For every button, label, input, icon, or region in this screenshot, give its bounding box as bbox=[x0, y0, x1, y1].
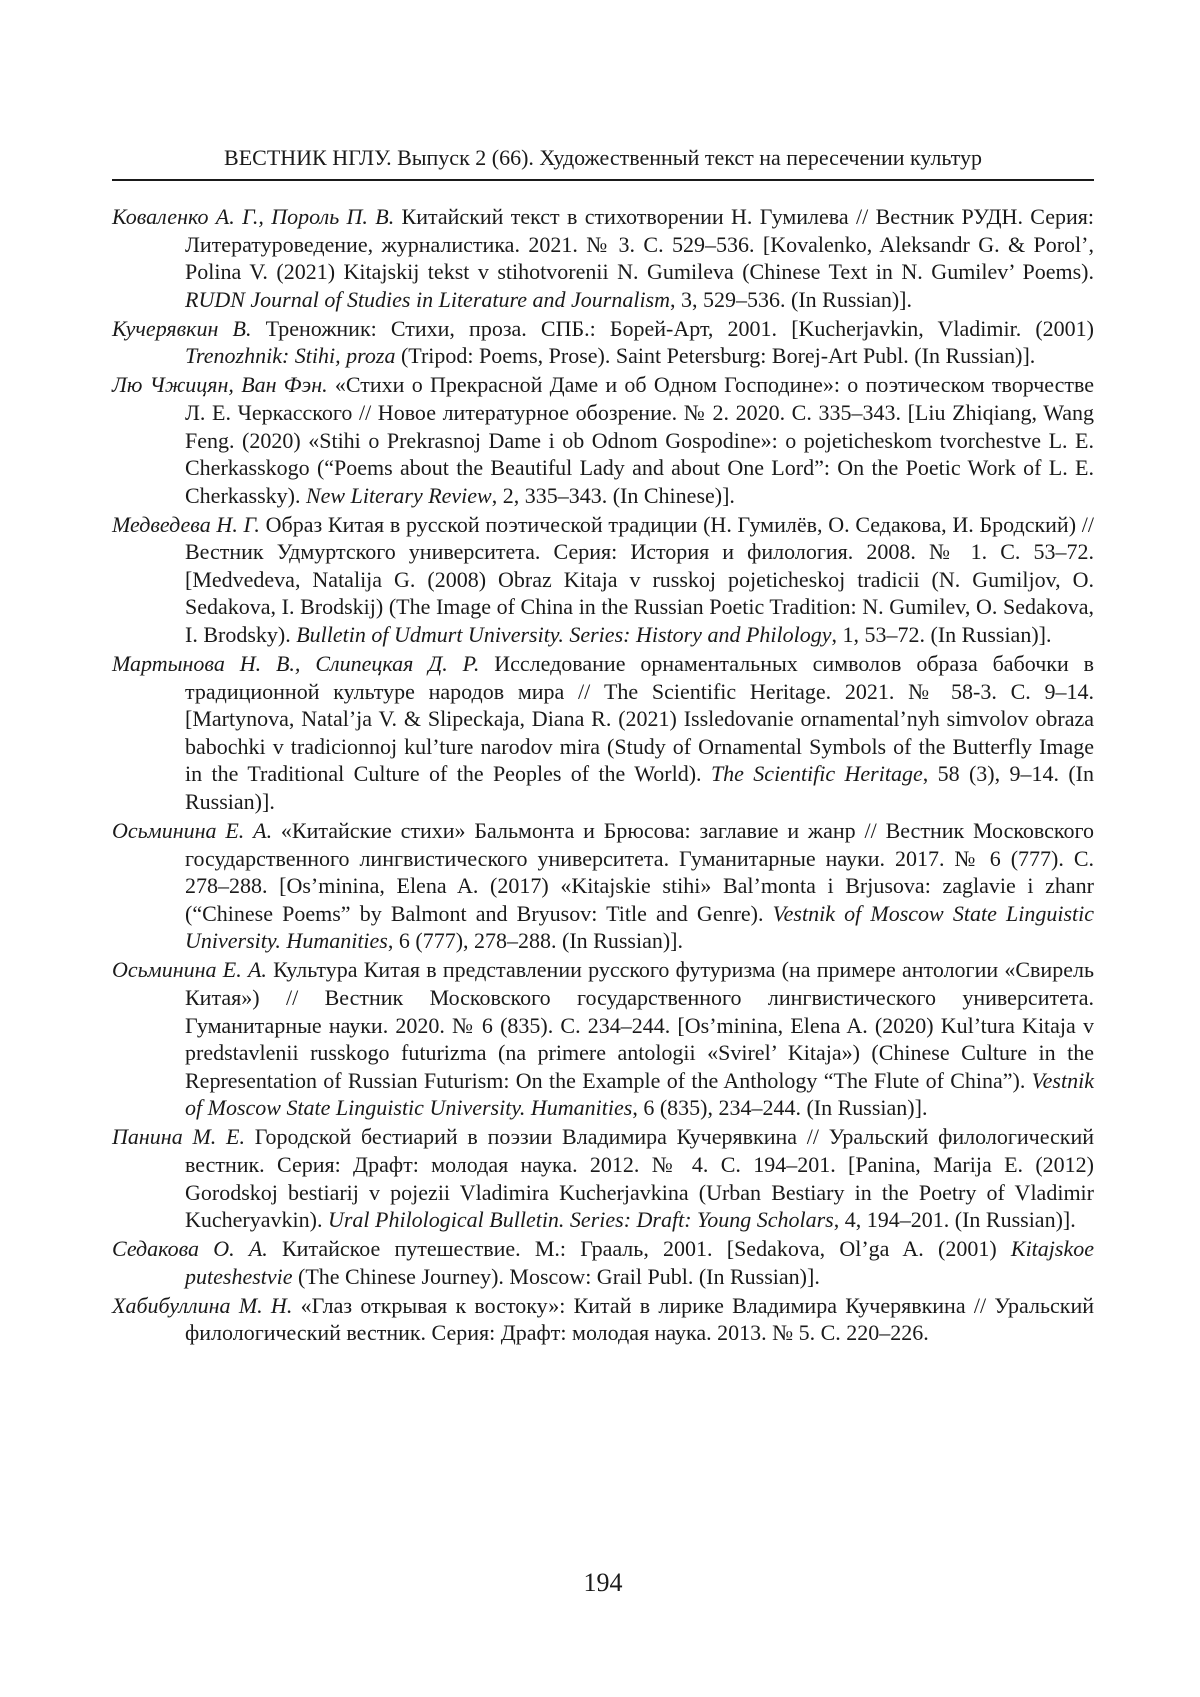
reference-source: Vestnik of Moscow State Linguistic University. Humanities bbox=[185, 900, 1094, 954]
reference-author: Медведева Н. Г. bbox=[112, 511, 260, 537]
reference-source: Kitajskoe puteshestvie bbox=[185, 1236, 1094, 1289]
reference-author: Осьминина Е. А. bbox=[112, 957, 267, 983]
reference-tail: , 3, 529–536. (In Russian)]. bbox=[670, 286, 912, 312]
reference-source: Trenozhnik: Stihi, proza bbox=[185, 343, 396, 369]
reference-source: Bulletin of Udmurt University. Series: History and Philology bbox=[296, 622, 832, 648]
reference-text: Исследование орнаментальных символов образа бабочки в традиционной культуре народов мира // The Scientific Heritage. 2021. № 58-3. С. 9–14. [Martynova, Natal’ja V. & Slipeckaja, Diana R. (2021) Issledovanie ornamental’nyh simvolov obraza babochki v tradicionnoj kul’ture narodov mira (Study of Ornamental Symbols of the Butterfly Image in the Traditional Culture of the Peoples of the World). bbox=[185, 651, 1095, 787]
reference-item bbox=[112, 203, 1094, 313]
header-rule bbox=[112, 179, 1094, 181]
running-header: ВЕСТНИК НГЛУ. Выпуск 2 (66). Художественный текст на пересечении культур bbox=[224, 145, 982, 170]
reference-item bbox=[112, 817, 1094, 955]
reference-text: Треножник: Стихи, проза. СПБ.: Борей-Арт, 2001. [Kucherjavkin, Vladimir. (2001) bbox=[251, 315, 1094, 341]
reference-item bbox=[112, 1123, 1094, 1233]
reference-source: Ural Philological Bulletin. Series: Draft: Young Scholars bbox=[327, 1207, 834, 1233]
reference-item bbox=[112, 650, 1094, 816]
reference-item bbox=[112, 1292, 1094, 1347]
reference-item bbox=[112, 1235, 1094, 1290]
reference-list bbox=[112, 203, 1094, 1348]
reference-item bbox=[112, 315, 1094, 370]
reference-tail: , 6 (777), 278–288. (In Russian)]. bbox=[387, 928, 684, 954]
reference-tail: , 2, 335–343. (In Chinese)]. bbox=[491, 482, 735, 508]
reference-tail: , 1, 53–72. (In Russian)]. bbox=[831, 622, 1052, 648]
reference-item bbox=[112, 511, 1094, 649]
reference-author: Кучерявкин В. bbox=[112, 315, 252, 341]
reference-text: Культура Китая в представлении русского футуризма (на примере антологии «Свирель Китая») // Вестник Московского государственного лингвистического университета. Гуманитарные науки. 2020. № 6 (835). С. 234–244. [Os’minina, Elena A. (2020) Kul’tura Kitaja v predstavlenii russkogo futurizma (na primere antologii «Svirel’ Kitaja») (Chinese Culture in the Representation of Russian Futurism: On the Example of the Anthology “The Flute of China”). bbox=[185, 957, 1094, 1093]
reference-text: Китайское путешествие. М.: Грааль, 2001. [Sedakova, Ol’ga A. (2001) bbox=[267, 1236, 1011, 1262]
reference-text: Китайский текст в стихотворении Н. Гумилева // Вестник РУДН. Серия: Литературоведение, журналистика. 2021. № 3. С. 529–536. [Kovalenko, Aleksandr G. & Porol’, Polina V. (2021) Kitajskij tekst v stihotvorenii N. Gumileva (Chinese Text in N. Gumilev’ Poems). bbox=[185, 204, 1094, 285]
reference-author: Лю Чжицян, Ван Фэн. bbox=[112, 372, 328, 398]
page-number: 194 bbox=[583, 1568, 623, 1597]
reference-tail: , 4, 194–201. (In Russian)]. bbox=[833, 1207, 1076, 1233]
reference-text: Образ Китая в русской поэтической традиции (Н. Гумилёв, О. Седакова, И. Бродский) // Вестник Удмуртского университета. Серия: История и филология. 2008. № 1. С. 53–72. [Medvedeva, Natalija G. (2008) Obraz Kitaja v russkoj pojeticheskoj tradicii (N. Gumiljov, O. Sedakova, I. Brodskij) (The Image of China in the Russian Poetic Tradition: N. Gumilev, O. Sedakova, I. Brodsky). bbox=[185, 511, 1094, 648]
reference-author: Осьминина Е. А. bbox=[112, 818, 273, 844]
reference-tail: (Tripod: Poems, Prose). Saint Petersburg: Borej-Art Publ. (In Russian)]. bbox=[395, 343, 1036, 369]
reference-author: Коваленко А. Г., Пороль П. В. bbox=[112, 204, 395, 229]
reference-tail: (The Chinese Journey). Moscow: Grail Publ. (In Russian)]. bbox=[292, 1263, 820, 1289]
reference-tail: , 58 (3), 9–14. (In Russian)]. bbox=[185, 761, 1095, 815]
reference-item bbox=[112, 371, 1094, 509]
reference-author: Панина М. Е. bbox=[112, 1124, 246, 1150]
reference-author: Мартынова Н. В., Слипецкая Д. Р. bbox=[112, 651, 480, 677]
reference-text: «Глаз открывая к востоку»: Китай в лирике Владимира Кучерявкина // Уральский филологический вестник. Серия: Драфт: молодая наука. 2013. № 5. С. 220–226. bbox=[185, 1292, 1094, 1346]
reference-source: The Scientific Heritage bbox=[710, 761, 923, 787]
reference-text: «Стихи о Прекрасной Даме и об Одном Господине»: о поэтическом творчестве Л. Е. Черкасского // Новое литературное обозрение. № 2. 2020. С. 335–343. [Liu Zhiqiang, Wang Feng. (2020) «Stihi o Prekrasnoj Dame i ob Odnom Gospodine»: o pojeticheskom tvorchestve L. E. Cherkasskogo (“Poems about the Beautiful Lady and about One Lord”: On the Poetic Work of L. E. Cherkassky). bbox=[185, 372, 1094, 508]
reference-author: Седакова О. А. bbox=[112, 1236, 268, 1262]
reference-tail: , 6 (835), 234–244. (In Russian)]. bbox=[632, 1095, 928, 1121]
reference-source: New Literary Review bbox=[305, 482, 492, 508]
reference-item bbox=[112, 956, 1094, 1122]
reference-source: RUDN Journal of Studies in Literature and Journalism bbox=[185, 286, 671, 312]
reference-text: «Китайские стихи» Бальмонта и Брюсова: заглавие и жанр // Вестник Московского государственного лингвистического университета. Гуманитарные науки. 2017. № 6 (777). С. 278–288. [Os’minina, Elena A. (2017) «Kitajskie stihi» Bal’monta i Brjusova: zaglavie i zhanr (“Chinese Poems” by Balmont and Bryusov: Title and Genre). bbox=[185, 818, 1094, 926]
reference-author: Хабибуллина М. Н. bbox=[112, 1292, 293, 1318]
reference-text: Городской бестиарий в поэзии Владимира Кучерявкина // Уральский филологический вестник. Серия: Драфт: молодая наука. 2012. № 4. С. 194–201. [Panina, Marija E. (2012) Gorodskoj bestiarij v pojezii Vladimira Kucherjavkina (Urban Bestiary in the Poetry of Vladimir Kucheryavkin). bbox=[185, 1124, 1095, 1233]
reference-source: Vestnik of Moscow State Linguistic University. Humanities bbox=[185, 1067, 1094, 1121]
